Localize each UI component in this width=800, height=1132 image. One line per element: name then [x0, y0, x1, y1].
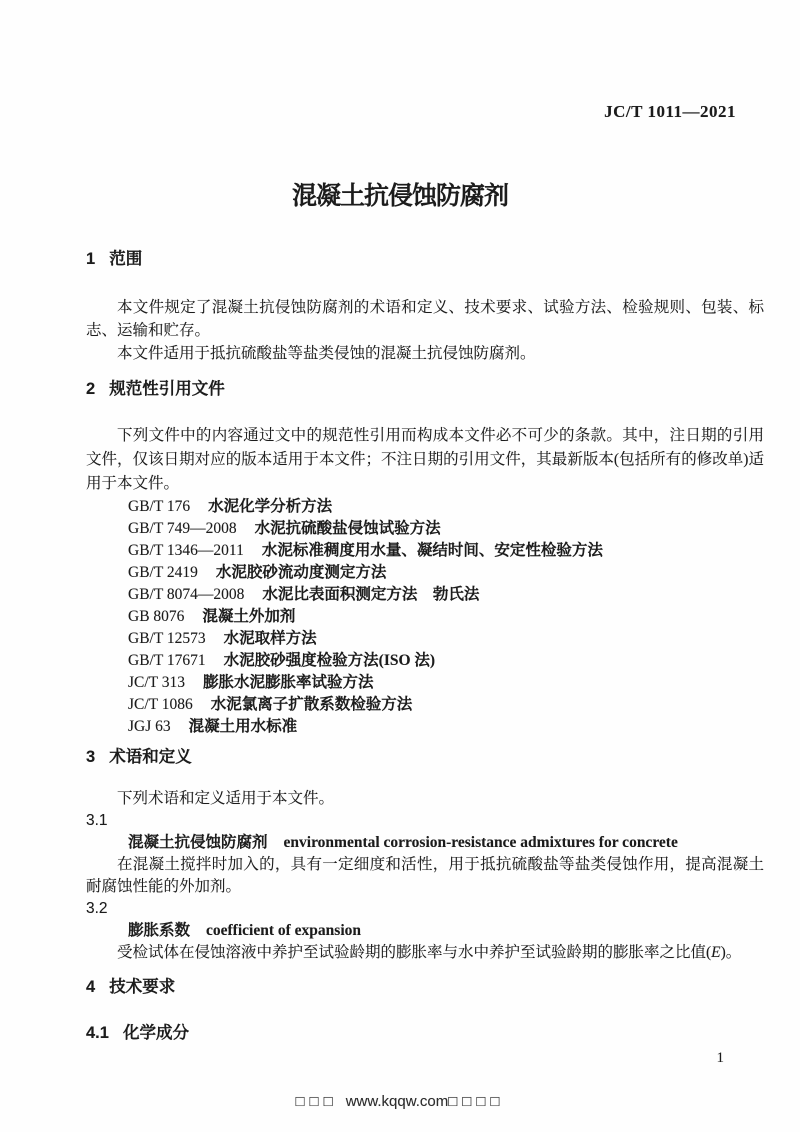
term-3-1-line [86, 832, 764, 854]
reference-item [128, 672, 764, 694]
reference-item [128, 694, 764, 716]
reference-title: 水泥取样方法 [223, 630, 317, 647]
reference-item [128, 628, 764, 650]
reference-item [128, 584, 764, 606]
section-4-1-number: 4.1 [86, 1024, 109, 1042]
reference-item [128, 518, 764, 540]
reference-code: JC/T 313 [128, 674, 185, 691]
page-number: 1 [716, 1050, 724, 1066]
section-terms-definitions [86, 746, 764, 964]
reference-title: 水泥比表面积测定方法 勃氏法 [262, 586, 480, 603]
reference-code: GB/T 749—2008 [128, 520, 237, 537]
reference-item [128, 606, 764, 628]
section-normative-references [86, 378, 764, 738]
section-3-number: 3 [86, 748, 96, 766]
reference-code: GB/T 12573 [128, 630, 206, 647]
section-1-heading [86, 248, 764, 270]
reference-code: GB/T 1346—2011 [128, 542, 244, 559]
term-3-2-en: coefficient of expansion [206, 922, 361, 939]
reference-title: 水泥化学分析方法 [208, 498, 333, 515]
section-2-title: 规范性引用文件 [109, 380, 225, 398]
scope-paragraph-1: 本文件规定了混凝土抗侵蚀防腐剂的术语和定义、技术要求、试验方法、检验规则、包装、标志、运输和贮存。 [86, 299, 764, 339]
section-2-number: 2 [86, 380, 96, 398]
section-4-number: 4 [86, 978, 96, 996]
reference-code: GB/T 2419 [128, 564, 198, 581]
reference-title: 膨胀水泥膨胀率试验方法 [203, 674, 374, 691]
reference-item [128, 716, 764, 738]
term-3-2-line [86, 920, 764, 942]
section-2-heading [86, 378, 764, 400]
reference-title: 水泥抗硫酸盐侵蚀试验方法 [254, 520, 441, 537]
term-3-1-en: environmental corrosion-resistance admixtures for concrete [283, 834, 678, 851]
term-3-2-number: 3.2 [86, 900, 108, 917]
term-3-1-zh: 混凝土抗侵蚀防腐剂 [128, 834, 268, 851]
reference-item [128, 650, 764, 672]
reference-code: GB 8076 [128, 608, 185, 625]
section-3-heading [86, 746, 764, 768]
term-3-2-zh: 膨胀系数 [128, 922, 191, 939]
reference-title: 水泥氯离子扩散系数检验方法 [210, 696, 413, 713]
reference-title: 水泥标准稠度用水量、凝结时间、安定性检验方法 [261, 542, 603, 559]
reference-code: GB/T 17671 [128, 652, 206, 669]
terms-intro: 下列术语和定义适用于本文件。 [117, 790, 335, 807]
section-1-number: 1 [86, 250, 96, 268]
section-4-1-heading [86, 1022, 764, 1044]
reference-title: 混凝土外加剂 [202, 608, 296, 625]
footer-url: www.kqqw.com [345, 1093, 449, 1110]
standard-number: JC/T 1011—2021 [604, 102, 736, 121]
section-3-title: 术语和定义 [109, 748, 192, 766]
term-3-2-definition-end: )。 [720, 944, 742, 961]
reference-code: JC/T 1086 [128, 696, 193, 713]
reference-code: GB/T 8074—2008 [128, 586, 245, 603]
section-technical-requirements [86, 976, 764, 1044]
reference-title: 水泥胶砂流动度测定方法 [215, 564, 387, 581]
reference-item [128, 562, 764, 584]
term-3-2-definition-text: 受检试体在侵蚀溶液中养护至试验龄期的膨胀率与水中养护至试验龄期的膨胀率之比值( [117, 944, 712, 961]
section-4-heading [86, 976, 764, 998]
document-title: 混凝土抗侵蚀防腐剂 [291, 182, 508, 210]
section-scope [86, 248, 764, 365]
reference-item [128, 540, 764, 562]
term-3-1-definition: 在混凝土搅拌时加入的，具有一定细度和活性，用于抵抗硫酸盐等盐类侵蚀作用，提高混凝土耐腐蚀性能的外加剂。 [86, 856, 764, 895]
section-4-title: 技术要求 [109, 978, 176, 996]
reference-item [128, 496, 764, 518]
reference-title: 水泥胶砂强度检验方法(ISO 法) [223, 652, 436, 669]
references-intro: 下列文件中的内容通过文中的规范性引用而构成本文件必不可少的条款。其中，注日期的引用文件，仅该日期对应的版本适用于本文件；不注日期的引用文件，其最新版本(包括所有的修改单)适用于本文件。 [86, 427, 764, 492]
section-4-1-title: 化学成分 [122, 1024, 189, 1042]
footer-left-boxes: □□□ [295, 1093, 338, 1110]
section-1-title: 范围 [109, 250, 143, 268]
expansion-symbol: E [711, 944, 721, 961]
term-3-1-number: 3.1 [86, 812, 108, 829]
reference-title: 混凝土用水标准 [188, 718, 298, 735]
footer-right-boxes: □□□□ [448, 1093, 505, 1110]
reference-code: GB/T 176 [128, 498, 191, 515]
reference-code: JGJ 63 [128, 718, 171, 735]
footer-watermark [0, 1093, 800, 1110]
reference-list [86, 496, 764, 738]
term-3-2-definition [86, 942, 764, 964]
scope-paragraph-2: 本文件适用于抵抗硫酸盐等盐类侵蚀的混凝土抗侵蚀防腐剂。 [117, 345, 536, 362]
